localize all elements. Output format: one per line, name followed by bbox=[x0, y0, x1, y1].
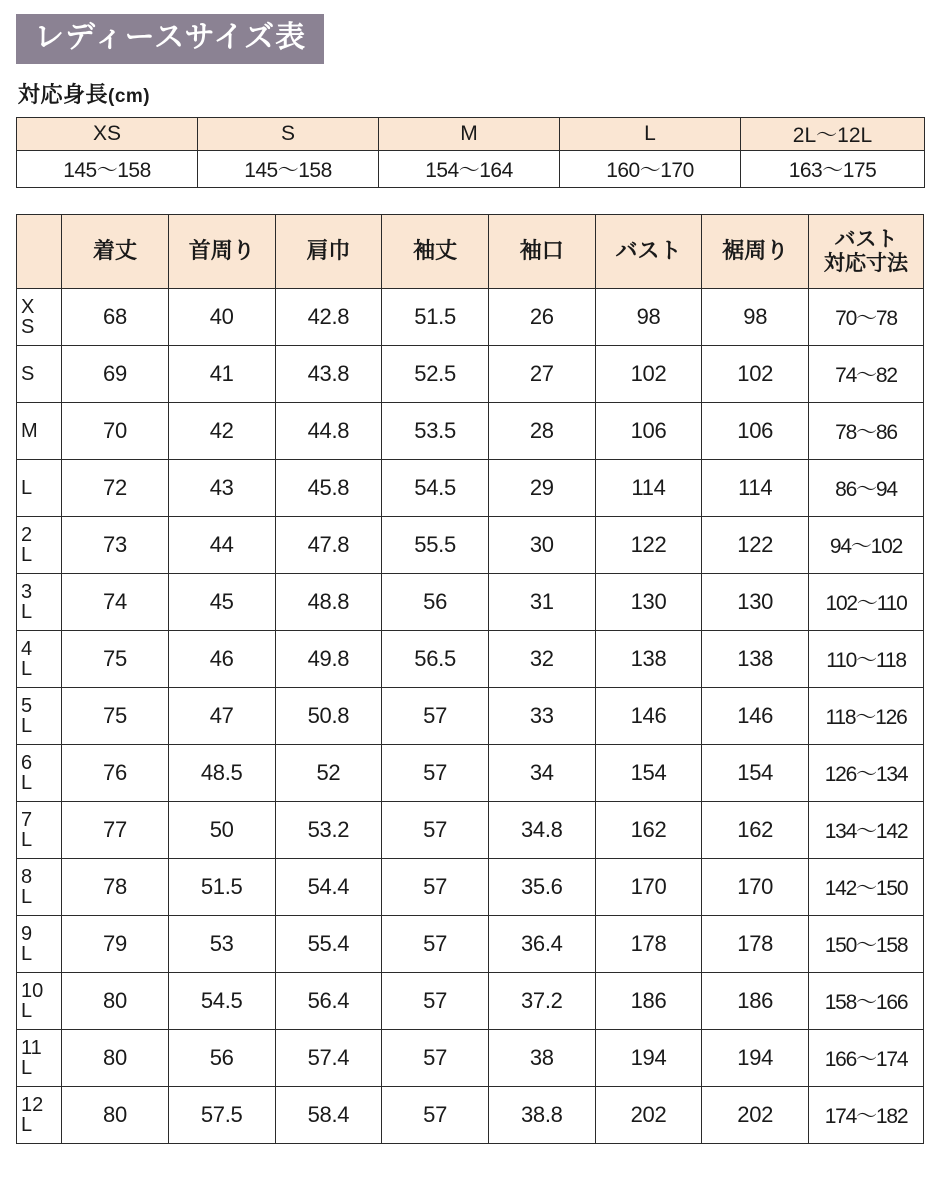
measurement-col-bust-fit bbox=[809, 215, 924, 289]
cell-sodeguchi: 34 bbox=[488, 745, 595, 802]
cell-sodetake: 51.5 bbox=[382, 289, 489, 346]
cell-sodetake: 56 bbox=[382, 574, 489, 631]
size-label-line: L bbox=[21, 476, 33, 499]
cell-kubimawari: 45 bbox=[168, 574, 275, 631]
size-label-line: L bbox=[21, 1000, 33, 1022]
cell-bust-fit: 166〜174 bbox=[809, 1030, 924, 1087]
table-row bbox=[17, 1030, 924, 1087]
cell-sodetake: 57 bbox=[382, 688, 489, 745]
cell-kitake: 80 bbox=[62, 1030, 169, 1087]
table-row bbox=[17, 151, 925, 188]
measurement-col-kubimawari: 首周り bbox=[168, 215, 275, 289]
cell-bust: 106 bbox=[595, 403, 702, 460]
cell-susomawari: 162 bbox=[702, 802, 809, 859]
cell-bust-fit: 142〜150 bbox=[809, 859, 924, 916]
measurement-corner-cell bbox=[17, 215, 62, 289]
table-row bbox=[17, 1087, 924, 1144]
height-value-xs: 145〜158 bbox=[17, 151, 198, 188]
cell-sodetake: 57 bbox=[382, 859, 489, 916]
cell-sodetake: 53.5 bbox=[382, 403, 489, 460]
cell-katahaba: 44.8 bbox=[275, 403, 382, 460]
cell-kubimawari: 46 bbox=[168, 631, 275, 688]
row-size-label bbox=[17, 859, 62, 916]
cell-bust: 194 bbox=[595, 1030, 702, 1087]
measurement-table-header-row bbox=[17, 215, 924, 289]
cell-kitake: 69 bbox=[62, 346, 169, 403]
size-label-line: 5 bbox=[21, 694, 33, 717]
size-label-line: L bbox=[21, 601, 33, 623]
cell-susomawari: 114 bbox=[702, 460, 809, 517]
cell-sodetake: 57 bbox=[382, 916, 489, 973]
height-col-s: S bbox=[198, 118, 379, 151]
cell-katahaba: 57.4 bbox=[275, 1030, 382, 1087]
cell-katahaba: 45.8 bbox=[275, 460, 382, 517]
size-label-line: 9 bbox=[21, 922, 33, 945]
cell-kubimawari: 54.5 bbox=[168, 973, 275, 1030]
table-row bbox=[17, 859, 924, 916]
cell-sodetake: 57 bbox=[382, 973, 489, 1030]
cell-susomawari: 186 bbox=[702, 973, 809, 1030]
table-row bbox=[17, 745, 924, 802]
cell-bust-fit: 110〜118 bbox=[809, 631, 924, 688]
row-size-label bbox=[17, 460, 62, 517]
cell-bust: 154 bbox=[595, 745, 702, 802]
table-row bbox=[17, 289, 924, 346]
cell-kitake: 80 bbox=[62, 973, 169, 1030]
cell-bust-fit: 174〜182 bbox=[809, 1087, 924, 1144]
cell-sodeguchi: 35.6 bbox=[488, 859, 595, 916]
cell-bust: 114 bbox=[595, 460, 702, 517]
cell-susomawari: 106 bbox=[702, 403, 809, 460]
cell-bust-fit: 150〜158 bbox=[809, 916, 924, 973]
cell-katahaba: 43.8 bbox=[275, 346, 382, 403]
cell-sodeguchi: 36.4 bbox=[488, 916, 595, 973]
table-row bbox=[17, 346, 924, 403]
cell-kitake: 75 bbox=[62, 688, 169, 745]
cell-kubimawari: 42 bbox=[168, 403, 275, 460]
cell-kitake: 79 bbox=[62, 916, 169, 973]
row-size-label bbox=[17, 346, 62, 403]
size-label-line: S bbox=[21, 362, 35, 385]
cell-kitake: 75 bbox=[62, 631, 169, 688]
size-label-line: L bbox=[21, 772, 33, 794]
height-col-l: L bbox=[560, 118, 741, 151]
cell-bust: 202 bbox=[595, 1087, 702, 1144]
table-row bbox=[17, 631, 924, 688]
cell-bust-fit: 118〜126 bbox=[809, 688, 924, 745]
cell-bust-fit: 158〜166 bbox=[809, 973, 924, 1030]
cell-susomawari: 194 bbox=[702, 1030, 809, 1087]
row-size-label bbox=[17, 574, 62, 631]
cell-kubimawari: 40 bbox=[168, 289, 275, 346]
size-label-line: X bbox=[21, 295, 35, 318]
row-size-label bbox=[17, 289, 62, 346]
cell-bust: 102 bbox=[595, 346, 702, 403]
cell-kitake: 76 bbox=[62, 745, 169, 802]
size-label-line: 3 bbox=[21, 580, 33, 603]
cell-sodeguchi: 33 bbox=[488, 688, 595, 745]
height-table-header-row bbox=[17, 118, 925, 151]
cell-bust: 138 bbox=[595, 631, 702, 688]
cell-bust-fit: 94〜102 bbox=[809, 517, 924, 574]
cell-kubimawari: 53 bbox=[168, 916, 275, 973]
measurement-col-sodeguchi: 袖口 bbox=[488, 215, 595, 289]
cell-bust: 130 bbox=[595, 574, 702, 631]
size-label-line: L bbox=[21, 658, 33, 680]
cell-bust: 162 bbox=[595, 802, 702, 859]
cell-katahaba: 53.2 bbox=[275, 802, 382, 859]
table-row bbox=[17, 574, 924, 631]
height-value-l: 160〜170 bbox=[560, 151, 741, 188]
table-row bbox=[17, 973, 924, 1030]
size-label-line: L bbox=[21, 544, 33, 566]
cell-sodeguchi: 34.8 bbox=[488, 802, 595, 859]
height-heading-label: 対応身長 bbox=[18, 82, 109, 107]
cell-kubimawari: 47 bbox=[168, 688, 275, 745]
cell-kitake: 70 bbox=[62, 403, 169, 460]
cell-bust: 186 bbox=[595, 973, 702, 1030]
size-label-line: L bbox=[21, 1057, 33, 1079]
size-label-line: 12 bbox=[21, 1093, 44, 1116]
row-size-label bbox=[17, 973, 62, 1030]
cell-susomawari: 170 bbox=[702, 859, 809, 916]
page-title: レディースサイズ表 bbox=[16, 14, 324, 64]
cell-sodetake: 57 bbox=[382, 745, 489, 802]
table-row bbox=[17, 688, 924, 745]
table-row bbox=[17, 403, 924, 460]
cell-kubimawari: 44 bbox=[168, 517, 275, 574]
cell-sodetake: 57 bbox=[382, 1087, 489, 1144]
cell-kitake: 80 bbox=[62, 1087, 169, 1144]
cell-susomawari: 102 bbox=[702, 346, 809, 403]
measurement-col-kitake: 着丈 bbox=[62, 215, 169, 289]
table-row bbox=[17, 916, 924, 973]
cell-sodeguchi: 27 bbox=[488, 346, 595, 403]
table-row bbox=[17, 517, 924, 574]
measurement-col-susomawari: 裾周り bbox=[702, 215, 809, 289]
measurement-table-body bbox=[17, 289, 924, 1144]
cell-susomawari: 202 bbox=[702, 1087, 809, 1144]
cell-bust: 170 bbox=[595, 859, 702, 916]
cell-susomawari: 146 bbox=[702, 688, 809, 745]
cell-sodeguchi: 30 bbox=[488, 517, 595, 574]
cell-katahaba: 52 bbox=[275, 745, 382, 802]
size-label-line: 8 bbox=[21, 865, 33, 888]
row-size-label bbox=[17, 1030, 62, 1087]
cell-susomawari: 122 bbox=[702, 517, 809, 574]
cell-sodeguchi: 29 bbox=[488, 460, 595, 517]
cell-katahaba: 49.8 bbox=[275, 631, 382, 688]
cell-sodeguchi: 38 bbox=[488, 1030, 595, 1087]
cell-katahaba: 47.8 bbox=[275, 517, 382, 574]
cell-susomawari: 98 bbox=[702, 289, 809, 346]
cell-bust-fit: 102〜110 bbox=[809, 574, 924, 631]
cell-kubimawari: 50 bbox=[168, 802, 275, 859]
row-size-label bbox=[17, 916, 62, 973]
size-label-line: 10 bbox=[21, 979, 44, 1002]
cell-katahaba: 42.8 bbox=[275, 289, 382, 346]
cell-bust-fit: 70〜78 bbox=[809, 289, 924, 346]
cell-sodeguchi: 31 bbox=[488, 574, 595, 631]
cell-kitake: 78 bbox=[62, 859, 169, 916]
table-row bbox=[17, 460, 924, 517]
height-col-xs: XS bbox=[17, 118, 198, 151]
row-size-label bbox=[17, 1087, 62, 1144]
cell-bust-fit: 126〜134 bbox=[809, 745, 924, 802]
cell-kitake: 77 bbox=[62, 802, 169, 859]
cell-kubimawari: 51.5 bbox=[168, 859, 275, 916]
height-value-s: 145〜158 bbox=[198, 151, 379, 188]
cell-sodetake: 55.5 bbox=[382, 517, 489, 574]
size-label-line: 7 bbox=[21, 808, 33, 831]
measurement-table bbox=[16, 214, 924, 1144]
cell-kubimawari: 56 bbox=[168, 1030, 275, 1087]
bust-fit-header-line1: バスト bbox=[834, 227, 898, 251]
cell-kitake: 73 bbox=[62, 517, 169, 574]
cell-katahaba: 50.8 bbox=[275, 688, 382, 745]
measurement-col-sodetake: 袖丈 bbox=[382, 215, 489, 289]
cell-katahaba: 55.4 bbox=[275, 916, 382, 973]
cell-katahaba: 48.8 bbox=[275, 574, 382, 631]
cell-sodetake: 52.5 bbox=[382, 346, 489, 403]
cell-bust-fit: 134〜142 bbox=[809, 802, 924, 859]
cell-susomawari: 138 bbox=[702, 631, 809, 688]
table-row bbox=[17, 802, 924, 859]
size-label-line: 4 bbox=[21, 637, 33, 660]
size-label-line: 2 bbox=[21, 523, 33, 546]
cell-sodeguchi: 37.2 bbox=[488, 973, 595, 1030]
size-label-line: L bbox=[21, 715, 33, 737]
cell-katahaba: 58.4 bbox=[275, 1087, 382, 1144]
cell-bust-fit: 78〜86 bbox=[809, 403, 924, 460]
size-label-line: 11 bbox=[21, 1036, 42, 1059]
cell-sodetake: 54.5 bbox=[382, 460, 489, 517]
cell-sodeguchi: 26 bbox=[488, 289, 595, 346]
cell-bust-fit: 86〜94 bbox=[809, 460, 924, 517]
cell-bust: 178 bbox=[595, 916, 702, 973]
row-size-label bbox=[17, 631, 62, 688]
row-size-label bbox=[17, 403, 62, 460]
cell-sodeguchi: 38.8 bbox=[488, 1087, 595, 1144]
cell-katahaba: 56.4 bbox=[275, 973, 382, 1030]
size-label-line: 6 bbox=[21, 751, 33, 774]
height-value-2l-12l: 163〜175 bbox=[741, 151, 925, 188]
cell-kubimawari: 43 bbox=[168, 460, 275, 517]
table-spacer bbox=[16, 188, 924, 214]
row-size-label bbox=[17, 802, 62, 859]
row-size-label bbox=[17, 517, 62, 574]
height-heading-unit: (cm) bbox=[108, 86, 151, 107]
cell-katahaba: 54.4 bbox=[275, 859, 382, 916]
size-label-line: L bbox=[21, 829, 33, 851]
cell-susomawari: 178 bbox=[702, 916, 809, 973]
height-section-heading bbox=[18, 78, 924, 109]
row-size-label bbox=[17, 745, 62, 802]
size-label-line: L bbox=[21, 886, 33, 908]
cell-sodetake: 57 bbox=[382, 802, 489, 859]
cell-bust: 146 bbox=[595, 688, 702, 745]
cell-susomawari: 130 bbox=[702, 574, 809, 631]
cell-kubimawari: 57.5 bbox=[168, 1087, 275, 1144]
cell-sodeguchi: 28 bbox=[488, 403, 595, 460]
bust-fit-header-line2: 対応寸法 bbox=[824, 251, 909, 275]
cell-bust: 98 bbox=[595, 289, 702, 346]
size-label-line: M bbox=[21, 419, 38, 442]
height-table bbox=[16, 117, 925, 188]
height-value-m: 154〜164 bbox=[379, 151, 560, 188]
height-col-2l-12l: 2L〜12L bbox=[741, 118, 925, 151]
size-label-line: S bbox=[21, 316, 35, 338]
height-col-m: M bbox=[379, 118, 560, 151]
cell-sodetake: 57 bbox=[382, 1030, 489, 1087]
cell-kitake: 68 bbox=[62, 289, 169, 346]
cell-bust-fit: 74〜82 bbox=[809, 346, 924, 403]
measurement-col-bust: バスト bbox=[595, 215, 702, 289]
cell-kubimawari: 41 bbox=[168, 346, 275, 403]
cell-sodeguchi: 32 bbox=[488, 631, 595, 688]
cell-bust: 122 bbox=[595, 517, 702, 574]
cell-susomawari: 154 bbox=[702, 745, 809, 802]
cell-kitake: 74 bbox=[62, 574, 169, 631]
size-label-line: L bbox=[21, 943, 33, 965]
row-size-label bbox=[17, 688, 62, 745]
measurement-col-katahaba: 肩巾 bbox=[275, 215, 382, 289]
cell-sodetake: 56.5 bbox=[382, 631, 489, 688]
cell-kubimawari: 48.5 bbox=[168, 745, 275, 802]
cell-kitake: 72 bbox=[62, 460, 169, 517]
size-label-line: L bbox=[21, 1114, 33, 1136]
